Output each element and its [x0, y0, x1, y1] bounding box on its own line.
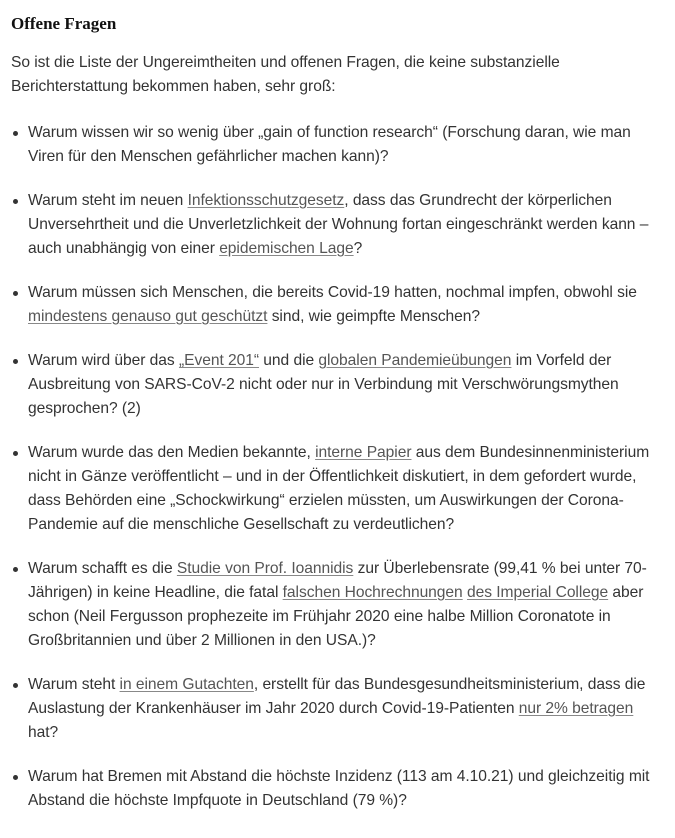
- bullet-icon: [13, 567, 18, 572]
- bullet-icon: [13, 451, 18, 456]
- question-text: Warum müssen sich Menschen, die bereits Covid-19 hatten, nochmal impfen, obwohl sie: [28, 284, 637, 301]
- link-event-201[interactable]: „Event 201“: [178, 352, 260, 369]
- question-text: Warum hat Bremen mit Abstand die höchste Inzidenz (113 am 4.10.21) und gleichzeitig mit Abstand die höchste Impfquote in Deutschland (79 %)?: [28, 768, 650, 809]
- list-item: [11, 121, 661, 169]
- question-text: , dass das Grundrecht der körperlichen Unversehrtheit und die Unverletzlichkeit der Wohnung fortan eingeschränkt werden kann – auch unabhängig von einer: [28, 192, 649, 257]
- list-item: [11, 441, 661, 537]
- list-item: [11, 557, 661, 653]
- link-pandemieuebungen[interactable]: globalen Pandemieübungen: [318, 352, 512, 369]
- link-falsche-hochrechnungen[interactable]: falschen Hochrechnungen: [282, 584, 463, 601]
- link-nur-2-prozent[interactable]: nur 2% betragen: [518, 700, 634, 717]
- question-text: ?: [353, 240, 363, 257]
- question-text: und die: [259, 352, 319, 369]
- link-epidemische-lage[interactable]: epidemischen Lage: [219, 240, 354, 257]
- list-item: [11, 189, 661, 261]
- question-text: Warum wird über das: [28, 352, 179, 369]
- list-item: [11, 349, 661, 421]
- question-text: Warum schafft es die: [28, 560, 177, 577]
- question-text: aus dem Bundesinnenministerium nicht in Gänze veröffentlicht – und in der Öffentlichkeit diskutiert, in dem gefordert wurde, dass Behörden eine „Schockwirkung“ erzielen müssten, um Auswirkungen der Corona-Pandemie auf die menschliche Gesellschaft zu verdeutlichen?: [28, 444, 650, 533]
- question-text: Warum steht: [28, 676, 120, 693]
- question-text: Warum wurde das den Medien bekannte,: [28, 444, 316, 461]
- bullet-icon: [13, 775, 18, 780]
- question-text: zur Überlebensrate (99,41 % bei unter 70-Jährigen) in keine Headline, die fatal: [28, 560, 647, 601]
- question-text: Warum steht im neuen: [28, 192, 188, 209]
- bullet-icon: [13, 131, 18, 136]
- question-text: aber schon (Neil Fergusson prophezeite im Frühjahr 2020 eine halbe Million Coronatote in Großbritannien und über 2 Millionen in den USA.)?: [28, 584, 644, 649]
- question-text: hat?: [28, 724, 59, 741]
- question-text: sind, wie geimpfte Menschen?: [267, 308, 481, 325]
- bullet-icon: [13, 291, 18, 296]
- article-section: [11, 14, 661, 813]
- bullet-icon: [13, 359, 18, 364]
- section-heading: Offene Fragen: [11, 14, 117, 33]
- bullet-icon: [13, 199, 18, 204]
- list-item: [11, 765, 661, 813]
- question-text: im Vorfeld der Ausbreitung von SARS-CoV-2 nicht oder nur in Verbindung mit Verschwörungsmythen gesprochen? (2): [28, 352, 619, 417]
- intro-paragraph: So ist die Liste der Ungereimtheiten und offenen Fragen, die keine substanzielle Berichterstattung bekommen haben, sehr groß:: [11, 54, 560, 95]
- link-genauso-gut-geschuetzt[interactable]: mindestens genauso gut geschützt: [28, 308, 268, 325]
- link-infektionsschutzgesetz[interactable]: Infektionsschutzgesetz: [187, 192, 345, 209]
- question-text: , erstellt für das Bundesgesundheitsministerium, dass die Auslastung der Krankenhäuser im Jahr 2020 durch Covid-19-Patienten: [28, 676, 646, 717]
- link-studie-ioannidis[interactable]: Studie von Prof. Ioannidis: [176, 560, 354, 577]
- list-item: [11, 281, 661, 329]
- link-imperial-college[interactable]: des Imperial College: [466, 584, 609, 601]
- link-interne-papier[interactable]: interne Papier: [315, 444, 412, 461]
- question-list: [11, 121, 661, 813]
- bullet-icon: [13, 683, 18, 688]
- link-gutachten[interactable]: in einem Gutachten: [119, 676, 254, 693]
- question-text: Warum wissen wir so wenig über „gain of function research“ (Forschung daran, wie man Viren für den Menschen gefährlicher machen kann)?: [28, 124, 631, 165]
- list-item: [11, 673, 661, 745]
